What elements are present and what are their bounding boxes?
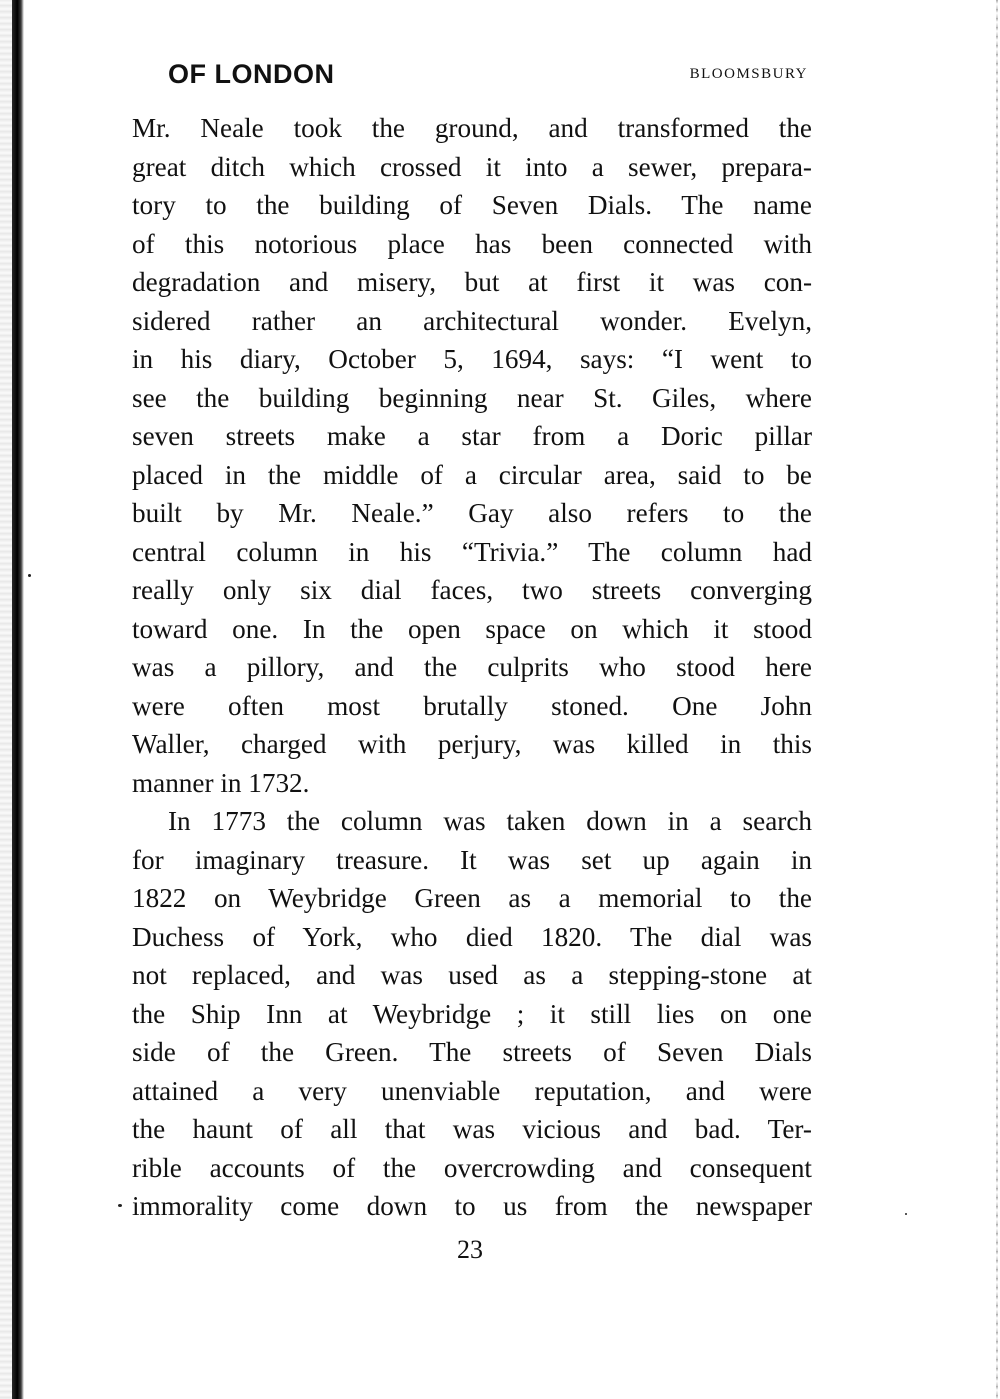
text-line: immorality come down to us from the newspaper: [132, 1191, 812, 1221]
paragraph: [132, 109, 812, 802]
text-line: in his diary, October 5, 1694, says: “I went to: [132, 344, 812, 374]
text-line: Waller, charged with perjury, was killed in this: [132, 729, 812, 759]
text-line: Mr. Neale took the ground, and transformed the: [132, 113, 812, 143]
running-head: [168, 56, 808, 92]
text-line: not replaced, and was used as a stepping-stone at: [132, 960, 812, 990]
text-line: 1822 on Weybridge Green as a memorial to the: [132, 883, 812, 913]
scan-edge-shadow: [0, 0, 12, 1399]
text-line: placed in the middle of a circular area, said to be: [132, 459, 812, 490]
text-line: attained a very unenviable reputation, and were: [132, 1075, 812, 1106]
text-line: were often most brutally stoned. One John: [132, 690, 812, 721]
running-head-title: OF LONDON: [168, 59, 335, 89]
scan-speck: [905, 1213, 907, 1215]
text-line: In 1773 the column was taken down in a search: [168, 806, 812, 836]
text-line: see the building beginning near St. Giles, where: [132, 382, 812, 413]
text-line: for imaginary treasure. It was set up again in: [132, 844, 812, 875]
scan-speck: [28, 574, 31, 577]
scan-binding-edge: [12, 0, 24, 1399]
text-line: sidered rather an architectural wonder. Evelyn,: [132, 305, 812, 336]
text-line: of this notorious place has been connected with: [132, 228, 812, 259]
paragraph: [132, 802, 812, 1226]
text-line: the haunt of all that was vicious and bad. Ter-: [132, 1114, 812, 1144]
text-line: tory to the building of Seven Dials. The name: [132, 190, 812, 220]
text-line: built by Mr. Neale.” Gay also refers to the: [132, 498, 812, 528]
text-line: was a pillory, and the culprits who stood here: [132, 652, 812, 682]
body-text: [132, 109, 812, 1226]
text-line: rible accounts of the overcrowding and consequent: [132, 1152, 812, 1183]
scan-right-edge: [996, 0, 998, 1399]
page-number: 23: [457, 1235, 483, 1264]
scan-speck: [118, 1204, 122, 1207]
text-line: Duchess of York, who died 1820. The dial was: [132, 921, 812, 952]
text-line: great ditch which crossed it into a sewer, prepara-: [132, 151, 812, 182]
text-line: really only six dial faces, two streets converging: [132, 575, 812, 605]
text-line: manner in 1732.: [132, 767, 310, 798]
text-line: central column in his “Trivia.” The column had: [132, 536, 812, 567]
text-line: toward one. In the open space on which it stood: [132, 613, 812, 644]
text-line: seven streets make a star from a Doric pillar: [132, 421, 812, 451]
running-head-section: BLOOMSBURY: [689, 66, 808, 82]
text-line: side of the Green. The streets of Seven Dials: [132, 1037, 812, 1067]
text-line: the Ship Inn at Weybridge ; it still lies on one: [132, 998, 812, 1029]
text-line: degradation and misery, but at first it was con-: [132, 267, 812, 297]
